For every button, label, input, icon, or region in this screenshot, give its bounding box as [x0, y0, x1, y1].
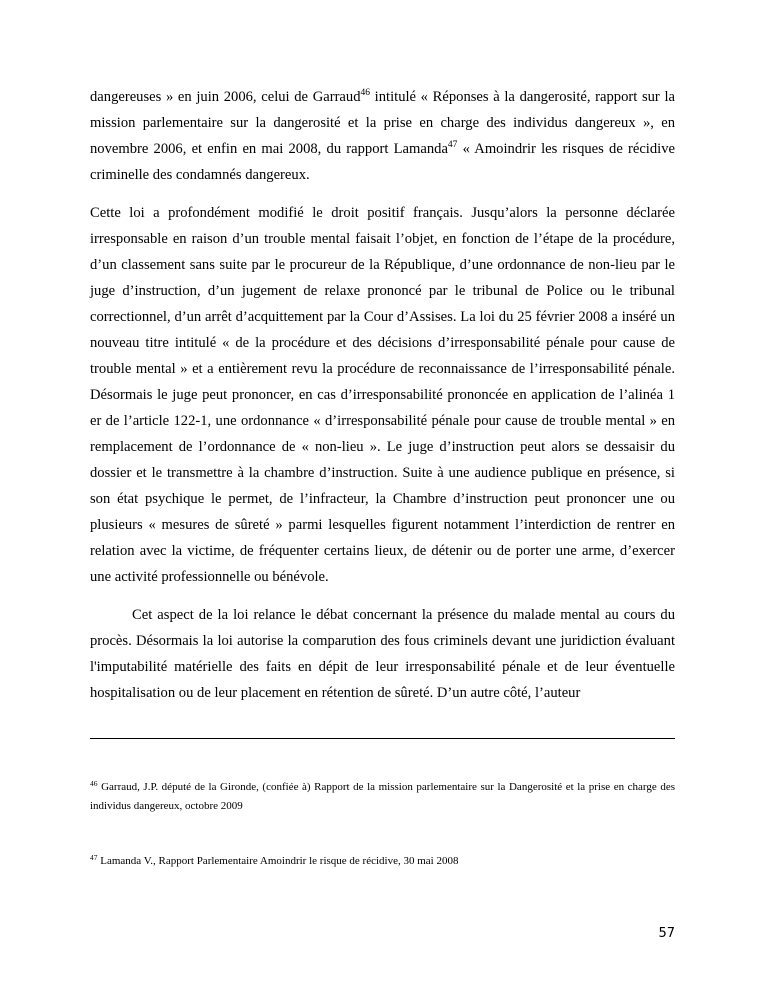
footnote-ref-46[interactable]: 46 [360, 88, 371, 98]
footnote-46-text: Garraud, J.P. député de la Gironde, (confiée à) Rapport de la mission parlementaire sur la Dangerosité et la prise en charge des individus dangereux, octobre 2009 [90, 781, 675, 812]
footnote-ref-47[interactable]: 47 [447, 140, 458, 150]
footnote-47 [90, 852, 675, 871]
footnote-47-number: 47 [90, 853, 98, 862]
page-body [90, 84, 675, 718]
footnote-47-text: Lamanda V., Rapport Parlementaire Amoindrir le risque de récidive, 30 mai 2008 [97, 855, 459, 867]
paragraph-1 [90, 84, 675, 188]
footnote-separator [90, 738, 675, 739]
paragraph-1-text-b: intitulé « Réponses à la dangerosité, rapport sur la mission parlementaire sur la dangerosité et la prise en charge des individus dangereux », en novembre 2006, et enfin en mai 2008, du rapport Lamanda [90, 89, 675, 157]
paragraph-1-text-a: dangereuses » en juin 2006, celui de Garraud [90, 89, 361, 105]
paragraph-1-text-c: « Amoindrir les risques de récidive criminelle des condamnés dangereux. [90, 141, 675, 183]
paragraph-2: Cette loi a profondément modifié le droit positif français. Jusqu’alors la personne déclarée irresponsable en raison d’un trouble mental faisait l’objet, en fonction de l’étape de la procédure, d’un classement sans suite par le procureur de la République, d’une ordonnance de non-lieu par le juge d’instruction, d’un jugement de relaxe prononcé par le tribunal de Police ou le tribunal correctionnel, d’un arrêt d’acquittement par la Cour d’Assises. La loi du 25 février 2008 a inséré un nouveau titre intitulé « de la procédure et des décisions d’irresponsabilité pénale pour cause de trouble mental » et a entièrement revu la procédure de reconnaissance de l’irresponsabilité pénale. Désormais le juge peut prononcer, en cas d’irresponsabilité prononcée en application de l’alinéa 1 er de l’article 122-1, une ordonnance « d’irresponsabilité pénale pour cause de trouble mental » en remplacement de l’ordonnance de « non-lieu ». Le juge d’instruction peut alors se dessaisir du dossier et le transmettre à la chambre d’instruction. Suite à une audience publique en présence, si son état psychique le permet, de l’infracteur, la Chambre d’instruction peut prononcer une ou plusieurs « mesures de sûreté » parmi lesquelles figurent notamment l’interdiction de rentrer en relation avec la victime, de fréquenter certains lieux, de détenir ou de porter une arme, d’exercer une activité professionnelle ou bénévole. [90, 205, 675, 585]
footnote-46 [90, 778, 675, 816]
page-number: 57 [658, 926, 675, 941]
paragraph-3: Cet aspect de la loi relance le débat concernant la présence du malade mental au cours du procès. Désormais la loi autorise la comparution des fous criminels devant une juridiction évaluant l'imputabilité matérielle des faits en dépit de leur irresponsabilité pénale et de leur éventuelle hospitalisation ou de leur placement en rétention de sûreté. D’un autre côté, l’auteur [90, 607, 675, 701]
footnote-46-number: 46 [90, 779, 98, 788]
